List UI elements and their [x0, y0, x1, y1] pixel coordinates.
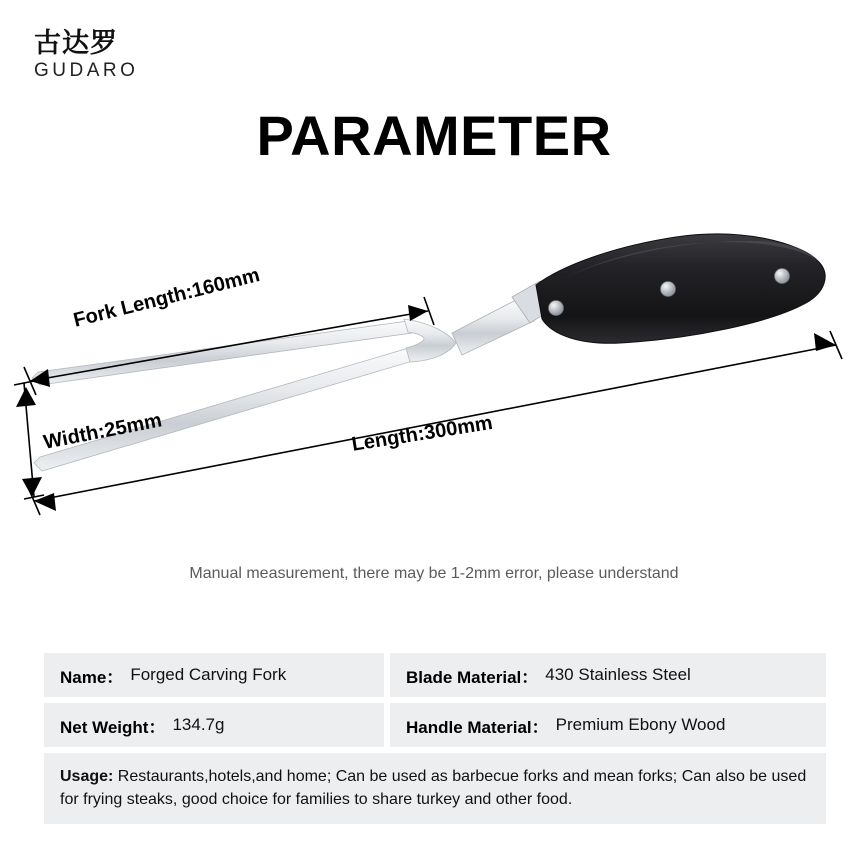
- fork-yoke: [404, 319, 456, 362]
- spec-value-usage: Restaurants,hotels,and home; Can be used as barbecue forks and mean forks; Can also be used for frying steaks, good choice for families to share turkey and other food.: [60, 768, 807, 809]
- spec-cell-net-weight: [44, 703, 384, 747]
- spec-key-handle-material: Handle Material：: [406, 717, 549, 737]
- handle-rivet-1: [549, 301, 564, 316]
- page-title: PARAMETER: [256, 104, 612, 167]
- spec-cell-blade-material: [390, 653, 826, 697]
- spec-key-blade-material: Blade Material：: [406, 667, 539, 687]
- spec-value-blade-material: 430 Stainless Steel: [545, 665, 691, 684]
- measurement-note: Manual measurement, there may be 1-2mm error, please understand: [189, 565, 679, 582]
- dimension-label-fork-length: Fork Length:160mm: [71, 264, 263, 332]
- table-row: [44, 703, 826, 747]
- fork-handle: [536, 234, 825, 343]
- spec-cell-handle-material: [390, 703, 826, 747]
- spec-value-name: Forged Carving Fork: [130, 665, 287, 684]
- spec-value-net-weight: 134.7g: [172, 715, 225, 734]
- spec-key-name: Name：: [60, 667, 124, 687]
- brand-logo-chinese: 古达罗: [34, 28, 118, 59]
- specification-table: [44, 653, 826, 824]
- product-diagram: [0, 215, 868, 535]
- dimension-label-width: Width:25mm: [41, 409, 164, 454]
- spec-cell-usage: [44, 753, 826, 824]
- spec-cell-name: [44, 653, 384, 697]
- spec-value-handle-material: Premium Ebony Wood: [555, 715, 726, 734]
- handle-rivet-3: [775, 269, 790, 284]
- spec-key-usage: Usage:: [60, 768, 114, 785]
- spec-key-net-weight: Net Weight：: [60, 717, 166, 737]
- brand-logo: [34, 30, 254, 82]
- dimension-label-length: Length:300mm: [350, 411, 495, 456]
- handle-rivet-2: [661, 282, 676, 297]
- carving-fork-illustration: [0, 215, 868, 535]
- table-row: [44, 653, 826, 697]
- brand-logo-latin: GUDARO: [34, 60, 139, 82]
